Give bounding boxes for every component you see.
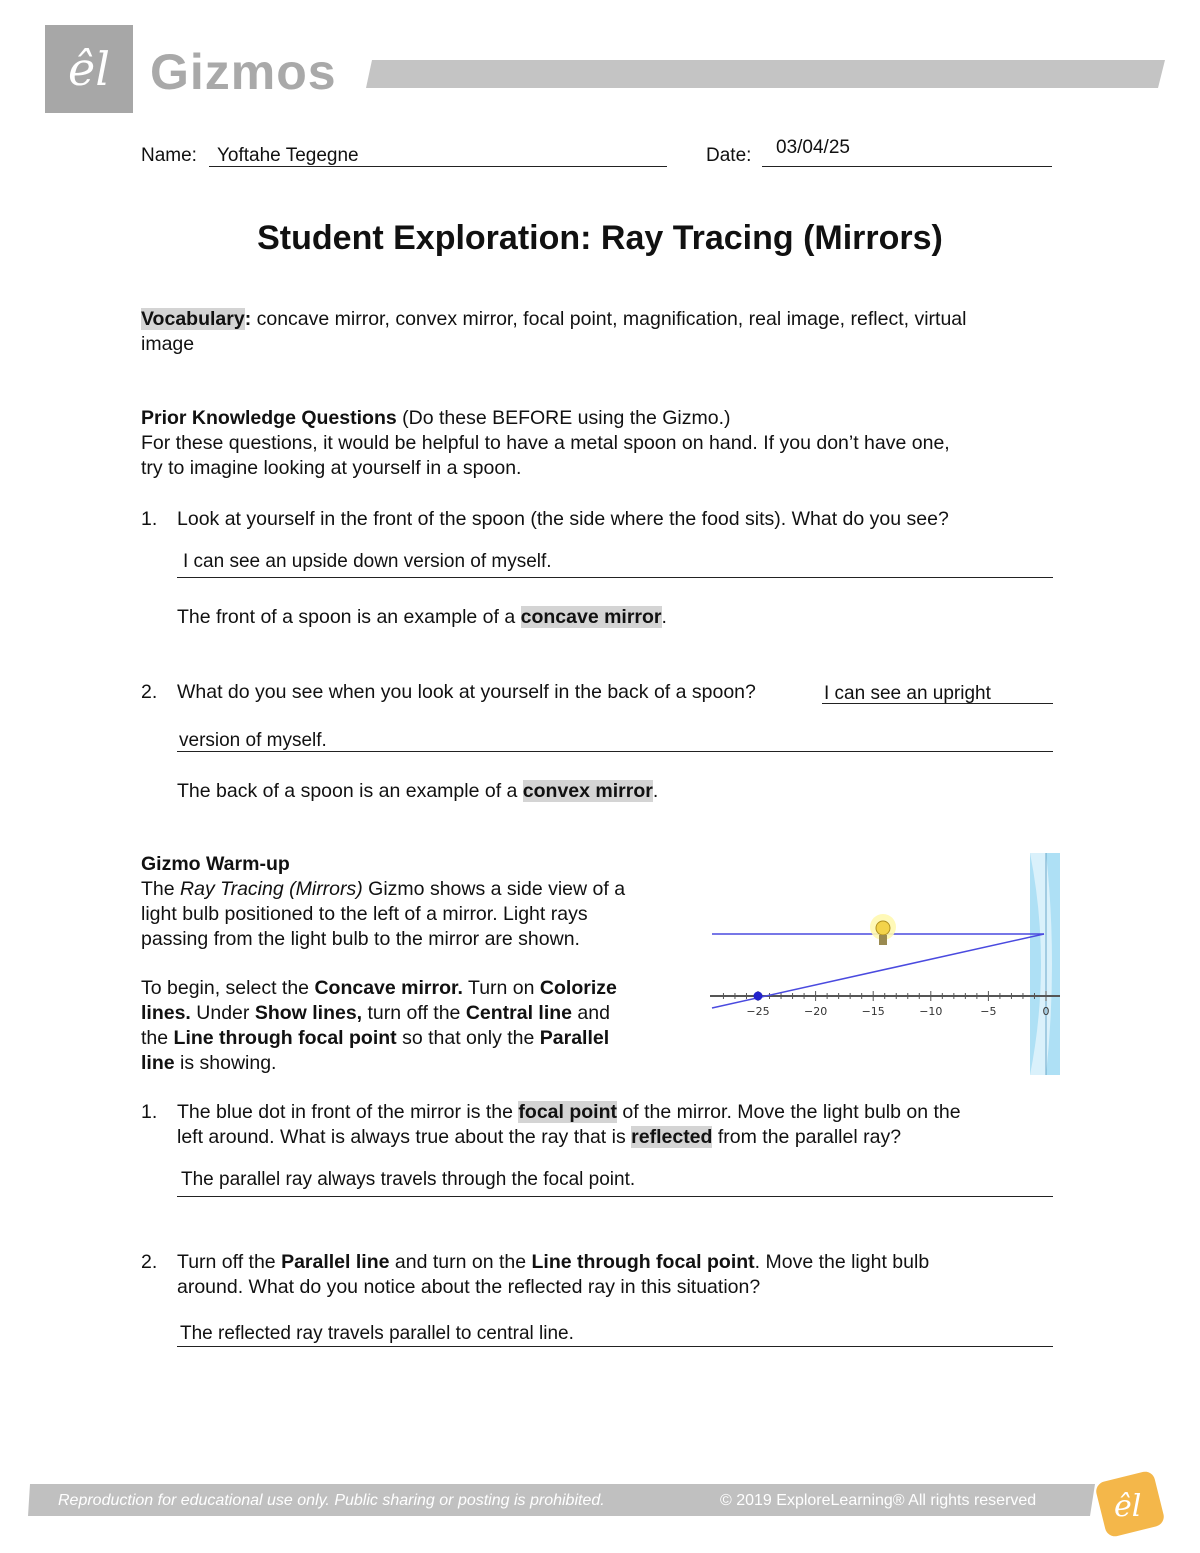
name-value: Yoftahe Tegegne <box>217 145 359 166</box>
prior-intro-2: try to imagine looking at yourself in a spoon. <box>141 457 522 479</box>
warmup-p2-line1: To begin, select the Concave mirror. Turn on Colorize <box>141 977 617 999</box>
footer-copyright: © 2019 ExploreLearning® All rights reserved <box>720 1492 1037 1509</box>
prior-q2-answer-field-1[interactable] <box>822 682 1053 704</box>
warmup-p2-line4: line is showing. <box>141 1052 277 1074</box>
date-label: Date: <box>706 145 752 166</box>
axis-tick-label: −25 <box>746 1005 770 1018</box>
vocabulary-line-2: image <box>141 333 195 355</box>
focal-point-dot <box>754 992 763 1001</box>
prior-knowledge-heading: Prior Knowledge Questions (Do these BEFORE using the Gizmo.) <box>141 407 731 429</box>
warmup-p1-line3: passing from the light bulb to the mirror are shown. <box>141 928 580 950</box>
prior-q1-answer-field[interactable] <box>177 550 1053 578</box>
axis-tick-label: −20 <box>803 1005 828 1018</box>
axis-tick-label: 0 <box>1042 1005 1050 1018</box>
ray-tracing-gizmo-screenshot <box>710 853 1060 1075</box>
axis-tick-labels <box>746 1005 1049 1018</box>
warmup-q1-line1: The blue dot in front of the mirror is the focal point of the mirror. Move the light bulb on the <box>177 1101 961 1123</box>
svg-text:êl: êl <box>1114 1489 1142 1524</box>
warmup-q1-answer-field[interactable] <box>177 1168 1053 1197</box>
warmup-q2-number: 2. <box>141 1251 158 1273</box>
date-value: 03/04/25 <box>776 137 850 158</box>
warmup-q2-line2: around. What do you notice about the reflected ray in this situation? <box>177 1276 761 1298</box>
warmup-q2-answer-field[interactable] <box>177 1322 1053 1347</box>
light-bulb-icon <box>870 914 896 945</box>
footer-notice: Reproduction for educational use only. Public sharing or posting is prohibited. <box>58 1492 605 1509</box>
page-title: Student Exploration: Ray Tracing (Mirrors) <box>257 219 943 257</box>
date-field[interactable] <box>762 137 1052 167</box>
prior-q1-followup: The front of a spoon is an example of a concave mirror. <box>177 606 667 628</box>
prior-q2-followup: The back of a spoon is an example of a convex mirror. <box>177 780 659 802</box>
prior-intro-1: For these questions, it would be helpful to have a metal spoon on hand. If you don’t have one, <box>141 432 950 454</box>
name-field[interactable] <box>209 144 667 167</box>
warmup-p2-line3: the Line through focal point so that only the Parallel <box>141 1027 610 1049</box>
axis-tick-label: −5 <box>980 1005 997 1018</box>
gizmos-brand: Gizmos <box>150 44 337 100</box>
warmup-q2-line1: Turn off the Parallel line and turn on the Line through focal point. Move the light bulb <box>177 1251 930 1273</box>
warmup-heading: Gizmo Warm-up <box>141 853 290 875</box>
warmup-q1-number: 1. <box>141 1101 158 1123</box>
focal-point-term: focal point <box>518 1101 617 1123</box>
vocabulary-terms: concave mirror, convex mirror, focal point, magnification, real image, reflect, virtual <box>251 308 967 330</box>
vocabulary-line: Vocabulary: concave mirror, convex mirror, focal point, magnification, real image, reflect, virtual <box>141 308 967 330</box>
prior-q2-answer-2: version of myself. <box>179 730 327 751</box>
axis-tick-label: −15 <box>861 1005 885 1018</box>
reflected-term: reflected <box>631 1126 713 1148</box>
axis-tick-label: −10 <box>919 1005 943 1018</box>
convex-mirror-term: convex mirror <box>522 780 653 802</box>
concave-mirror-term: concave mirror <box>520 606 662 628</box>
warmup-p1-line2: light bulb positioned to the left of a mirror. Light rays <box>141 903 588 925</box>
prior-q2-answer-field-2[interactable] <box>177 729 1053 752</box>
prior-q1-answer: I can see an upside down version of myself. <box>183 551 552 572</box>
warmup-p2-line2: lines. Under Show lines, turn off the Central line and <box>141 1002 610 1024</box>
vocabulary-label: Vocabulary <box>141 308 245 330</box>
prior-q2-text: What do you see when you look at yourself in the back of a spoon? <box>177 681 756 703</box>
name-label: Name: <box>141 145 197 166</box>
footer-logo <box>1094 1470 1166 1538</box>
warmup-p1-line1: The Ray Tracing (Mirrors) Gizmo shows a side view of a <box>141 878 626 900</box>
logo-mark: êl <box>68 42 110 96</box>
warmup-q1-answer: The parallel ray always travels through the focal point. <box>181 1169 636 1190</box>
prior-q2-answer-1: I can see an upright <box>824 683 991 704</box>
warmup-q1-line2: left around. What is always true about the ray that is reflected from the parallel ray? <box>177 1126 902 1148</box>
prior-q1-text: Look at yourself in the front of the spoon (the side where the food sits). What do you see? <box>177 508 949 530</box>
prior-q1-number: 1. <box>141 508 158 530</box>
warmup-q2-answer: The reflected ray travels parallel to central line. <box>180 1323 574 1344</box>
prior-q2-number: 2. <box>141 681 158 703</box>
